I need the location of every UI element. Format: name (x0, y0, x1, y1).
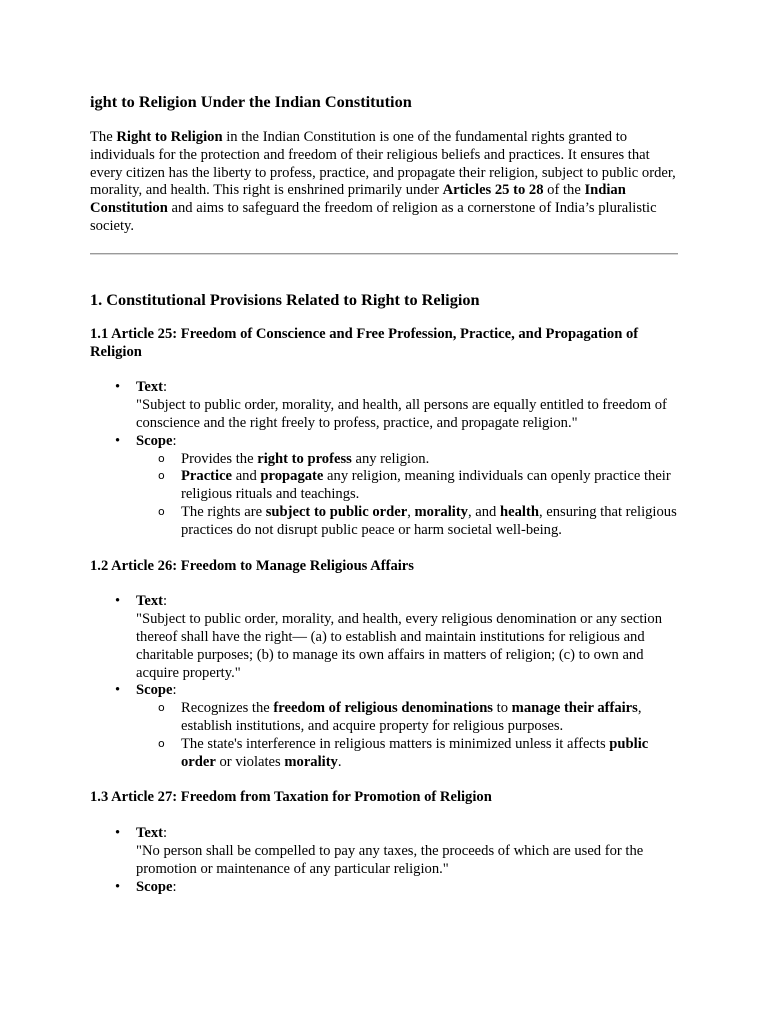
scope-bold: freedom of religious denominations (273, 700, 493, 717)
article-26-scope-list (136, 700, 678, 771)
scope-text: Provides the (181, 450, 258, 467)
horizontal-divider (90, 253, 678, 255)
sub-list-item (136, 736, 678, 772)
bullet-glyph: • (115, 379, 121, 396)
list-item (90, 825, 678, 878)
bullet-glyph: • (115, 878, 121, 895)
scope-bold: Practice (181, 468, 233, 485)
article-25-scope-list (136, 451, 678, 540)
text-label: Text (136, 825, 164, 842)
intro-bold-indian-constitution: Indian Constitution (90, 182, 626, 217)
article-27-heading: 1.3 Article 27: Freedom from Taxation for Promotion of Religion (90, 789, 492, 806)
intro-bold-articles: Articles 25 to 28 (442, 182, 544, 199)
article-25-heading: 1.1 Article 25: Freedom of Conscience and Free Profession, Practice, and Propagation of Religion (90, 325, 639, 360)
list-item (90, 593, 678, 682)
scope-text: or violates (215, 753, 285, 770)
colon: : (163, 379, 168, 396)
colon: : (172, 432, 177, 449)
scope-text: The state's interference in religious matters is minimized unless it affects (181, 735, 610, 752)
scope-bold: subject to public order (265, 503, 408, 520)
text-label: Text (136, 593, 164, 610)
scope-label: Scope (136, 682, 173, 699)
list-item (90, 682, 678, 771)
intro-text: and aims to safeguard the freedom of religion as a cornerstone of India’s pluralistic society. (90, 200, 657, 234)
bullet-glyph: • (115, 432, 121, 449)
intro-text: in the Indian Constitution is one of the fundamental rights granted to individuals for the protection and freedom of their religious beliefs and practices. It ensures that every citizen has the liberty to profess, practice, and propagate their religion, subject to public order, morality, and health. This right is enshrined primarily under (90, 129, 676, 199)
scope-text: , (407, 503, 415, 520)
intro-text: The (90, 129, 117, 145)
scope-bold: health (500, 503, 539, 520)
list-item (90, 433, 678, 540)
scope-text: . (337, 753, 342, 770)
article-25-list (90, 379, 678, 539)
scope-text: Recognizes the (181, 700, 274, 717)
scope-bold: morality (284, 753, 338, 770)
colon: : (172, 682, 177, 699)
sub-bullet-glyph: o (158, 701, 165, 715)
article-27-list (90, 825, 678, 896)
scope-text: to (493, 700, 512, 717)
intro-text: of the (543, 182, 585, 199)
scope-text: any religion, meaning individuals can openly practice their religious rituals and teachings. (181, 468, 671, 503)
scope-text: , and (467, 503, 501, 520)
scope-bold: public order (181, 735, 649, 770)
bullet-glyph: • (115, 682, 121, 699)
scope-label: Scope (136, 432, 173, 449)
article-26-list (90, 593, 678, 771)
article-27-quote: "No person shall be compelled to pay any taxes, the proceeds of which are used for the promotion or maintenance of any particular religion." (136, 842, 644, 877)
scope-text: , establish institutions, and acquire property for religious purposes. (181, 700, 642, 734)
sub-list-item (136, 468, 678, 504)
section-title: 1. Constitutional Provisions Related to Right to Religion (90, 289, 480, 309)
text-label: Text (136, 379, 164, 396)
sub-bullet-glyph: o (158, 469, 165, 483)
scope-label: Scope (136, 878, 173, 895)
sub-list-item (136, 700, 678, 736)
document-title: ight to Religion Under the Indian Constitution (90, 92, 412, 111)
article-26-heading: 1.2 Article 26: Freedom to Manage Religious Affairs (90, 557, 414, 574)
intro-paragraph (90, 129, 678, 236)
list-item (90, 379, 678, 432)
scope-bold: manage their affairs (511, 700, 638, 717)
sub-list-item (136, 504, 678, 540)
scope-bold: propagate (260, 468, 324, 485)
scope-text: any religion. (351, 450, 430, 467)
article-25-quote: "Subject to public order, morality, and health, all persons are equally entitled to freedom of conscience and the right freely to profess, practice, and propagate religion." (136, 397, 667, 431)
colon: : (163, 593, 168, 610)
bullet-glyph: • (115, 825, 121, 842)
scope-text: The rights are (181, 503, 266, 520)
sub-bullet-glyph: o (158, 451, 165, 465)
list-item (90, 879, 678, 897)
scope-bold: right to profess (257, 450, 352, 467)
sub-list-item (136, 451, 678, 469)
scope-text: and (232, 468, 261, 485)
intro-bold-right-to-religion: Right to Religion (116, 129, 223, 145)
colon: : (172, 878, 177, 895)
bullet-glyph: • (115, 593, 121, 610)
colon: : (163, 825, 168, 842)
scope-text: , ensuring that religious practices do not disrupt public peace or harm societal well-being. (181, 503, 677, 538)
scope-bold: morality (414, 503, 468, 520)
article-26-quote: "Subject to public order, morality, and health, every religious denomination or any section thereof shall have the right— (a) to establish and maintain institutions for religious and charitable purposes; (b) to manage its own affairs in matters of religion; (c) to own and acquire property." (136, 611, 663, 681)
sub-bullet-glyph: o (158, 736, 165, 750)
sub-bullet-glyph: o (158, 504, 165, 518)
